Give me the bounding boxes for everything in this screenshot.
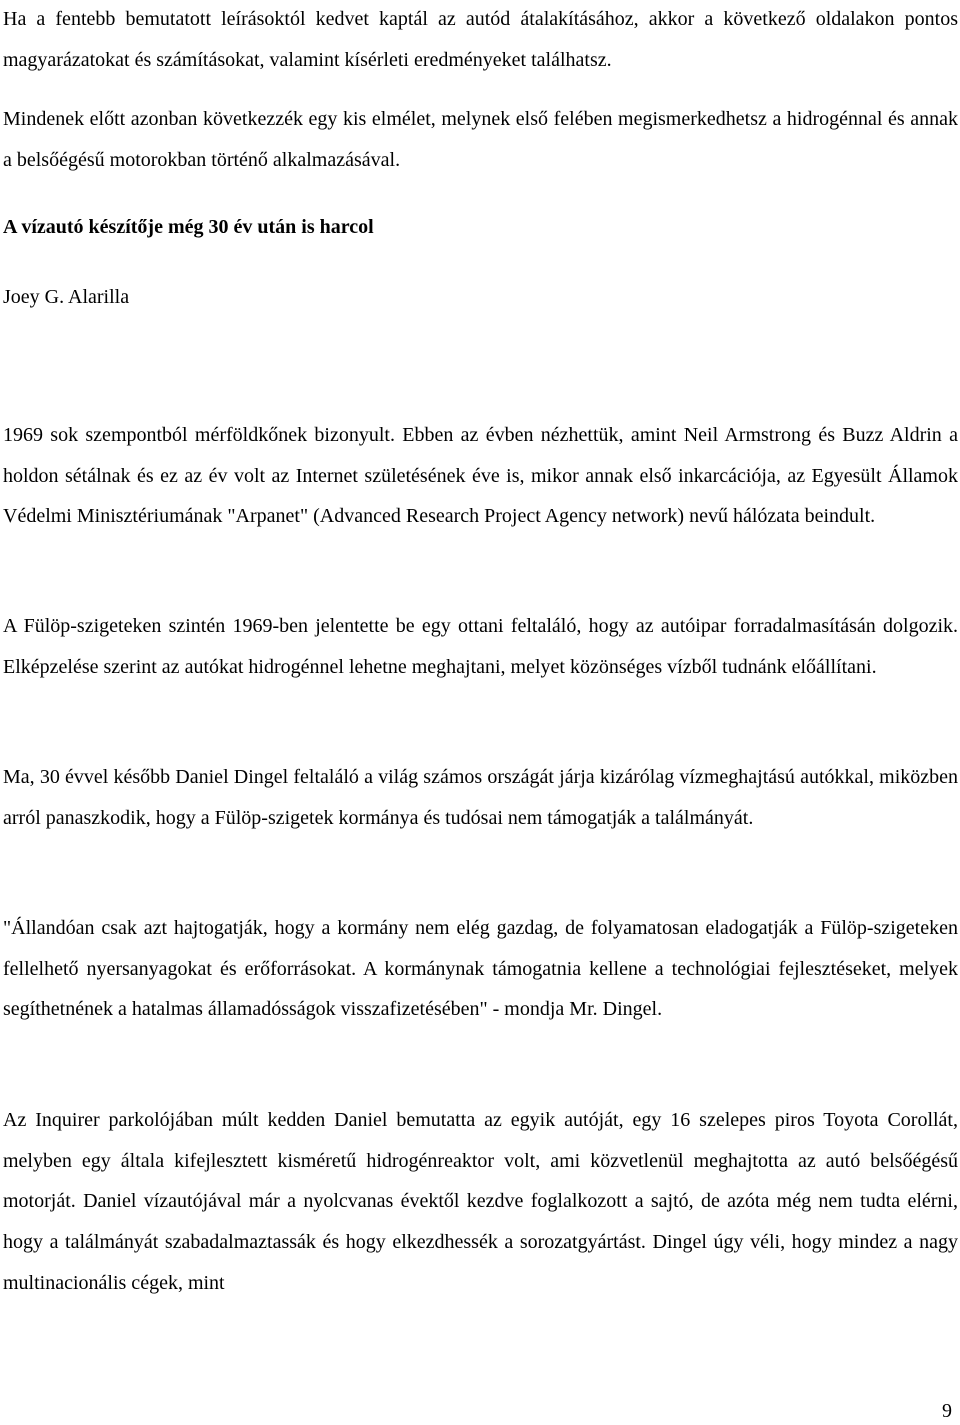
article-author: Joey G. Alarilla — [3, 286, 130, 308]
body-paragraph: "Állandóan csak azt hajtogatják, hogy a kormány nem elég gazdag, de folyamatosan eladogatják a Fülöp-szigeteken fellelhető nyersanyagokat és erőforrásokat. A kormánynak támogatnia kellene a technológiai fejlesztéseket, melyek segíthetnének a hatalmas államadósságok visszafizetésében" - mondja Mr. Dingel. — [3, 917, 958, 1021]
intro-paragraph: Ha a fentebb bemutatott leírásoktól kedvet kaptál az autód átalakításához, akkor a következő oldalakon pontos magyarázatokat és számításokat, valamint kísérleti eredményeket találhatsz. — [3, 8, 958, 71]
body-paragraph: Ma, 30 évvel később Daniel Dingel feltaláló a világ számos országát járja kizárólag vízmeghajtású autókkal, miközben arról panaszkodik, hogy a Fülöp-szigetek kormánya és tudósai nem támogatják a találmányát. — [3, 766, 958, 829]
body-paragraph: A Fülöp-szigeteken szintén 1969-ben jelentette be egy ottani feltaláló, hogy az autóipar forradalmasításán dolgozik. Elképzelése szerint az autókat hidrogénnel lehetne meghajtani, melyet közönséges vízből tudnánk előállítani. — [3, 615, 958, 678]
body-paragraph: Az Inquirer parkolójában múlt kedden Daniel bemutatta az egyik autóját, egy 16 szelepes piros Toyota Corollát, melyben egy általa kifejlesztett kisméretű hidrogénreaktor volt, ami közvetlenül meghajtotta az autó belsőégésű motorját. Daniel vízautójával már a nyolcvanas évektől kezdve foglalkozott a sajtó, de azóta még nem tudta elérni, hogy a találmányát szabadalmaztassák és hogy elkezdhessék a sorozatgyártást. Dingel úgy véli, hogy mindez a nagy multinacionális cégek, mint — [3, 1109, 958, 1294]
article-title: A vízautó készítője még 30 év után is harcol — [3, 216, 374, 238]
page-number: 9 — [942, 1400, 952, 1422]
theory-paragraph: Mindenek előtt azonban következzék egy kis elmélet, melynek első felében megismerkedhetsz a hidrogénnal és annak a belsőégésű motorokban történő alkalmazásával. — [3, 108, 958, 171]
body-paragraph: 1969 sok szempontból mérföldkőnek bizonyult. Ebben az évben nézhettük, amint Neil Armstrong és Buzz Aldrin a holdon sétálnak és ez az év volt az Internet születésének éve is, mikor annak első inkarcációja, az Egyesült Államok Védelmi Minisztériumának "Arpanet" (Advanced Research Project Agency network) nevű hálózata beindult. — [3, 424, 958, 528]
